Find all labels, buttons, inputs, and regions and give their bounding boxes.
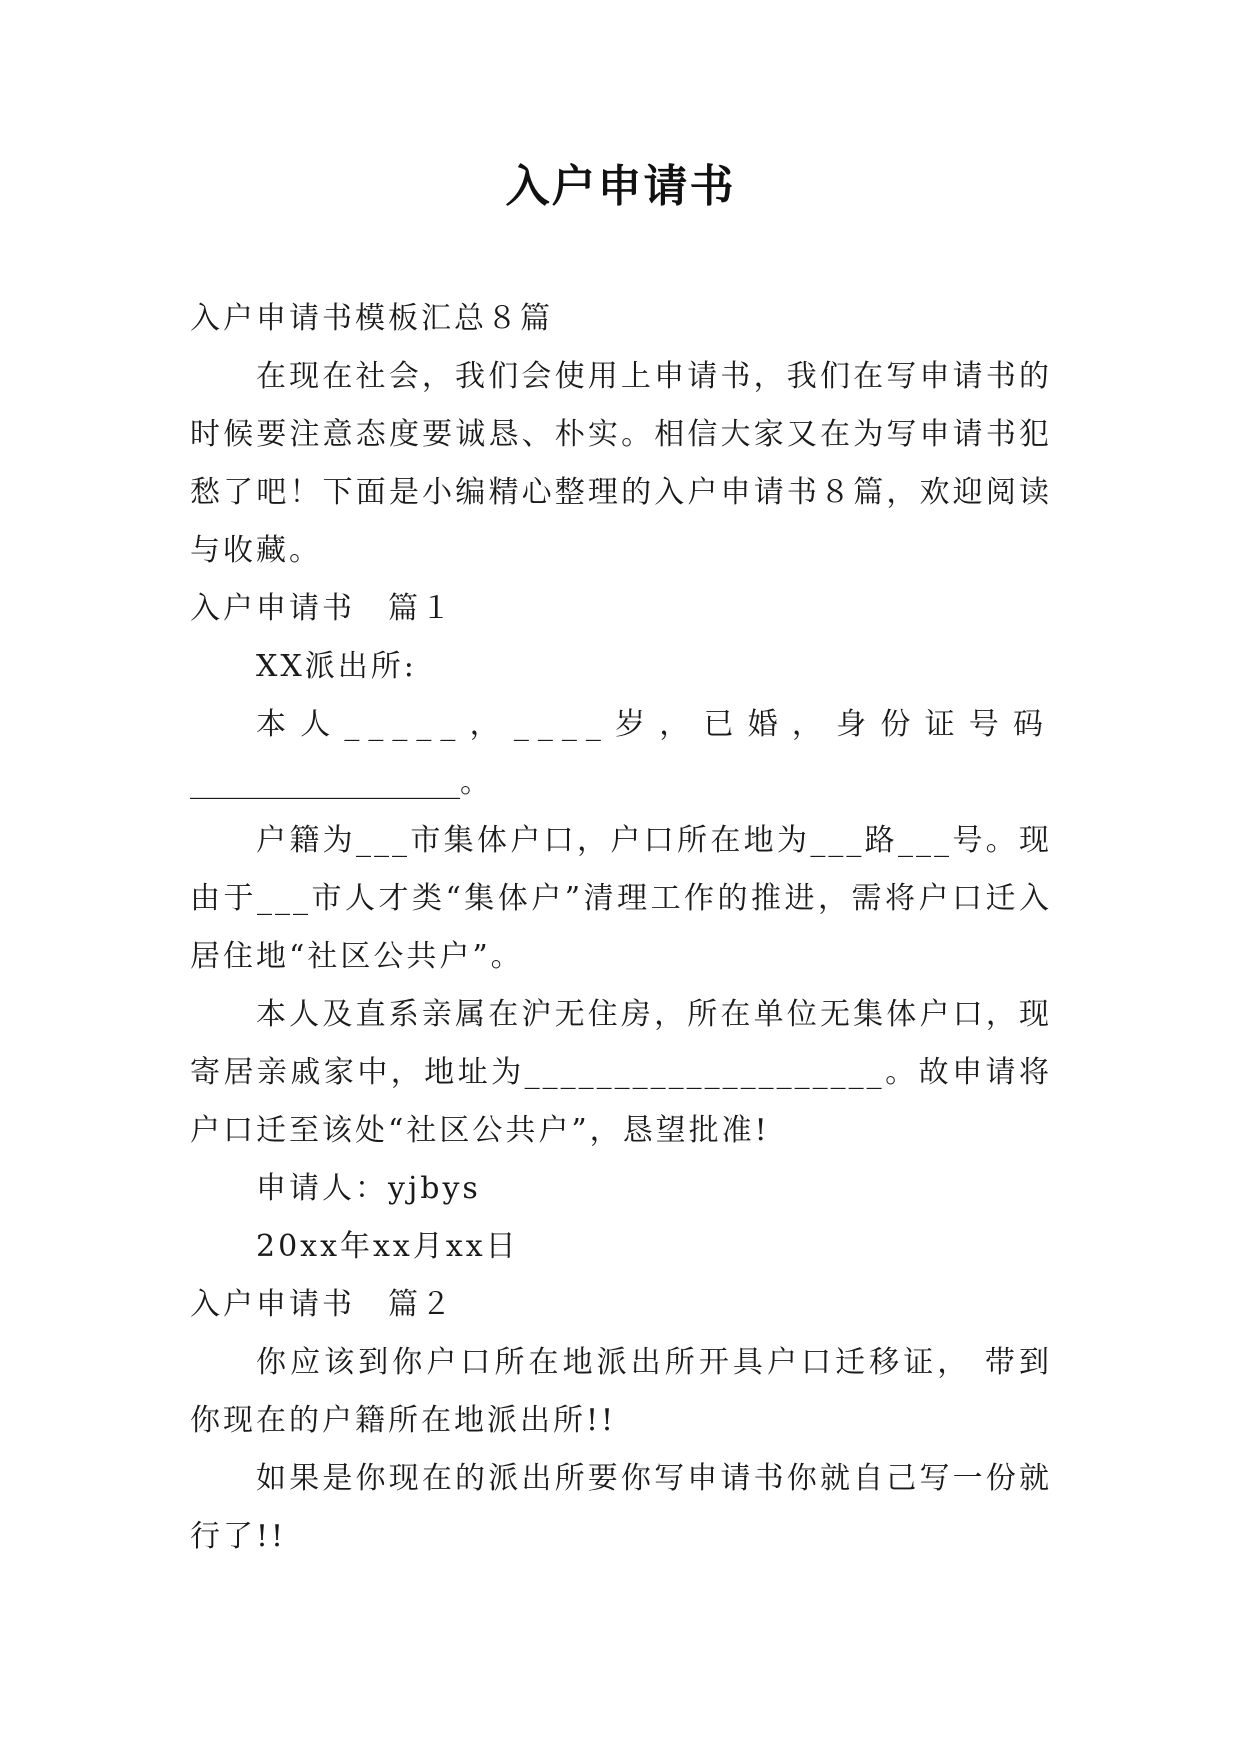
addressee: XX派出所: [256, 649, 417, 684]
advice-paragraph: 如果是你现在的派出所要你写申请书你就自己写一份就行了!! [190, 1461, 1052, 1554]
household-paragraph: 户籍为___市集体户口，户口所在地为___路___号。现由于___市人才类“集体户”清理工作的推进，需将户口迁入居住地“社区公共户”。 [190, 823, 1052, 974]
document-subtitle: 入户申请书模板汇总８篇 [190, 301, 553, 336]
intro-paragraph: 在现在社会，我们会使用上申请书，我们在写申请书的时候要注意态度要诚恳、朴实。相信大家又在为写申请书犯愁了吧！下面是小编精心整理的入户申请书８篇，欢迎阅读与收藏。 [190, 359, 1052, 568]
applicant-info-line: 本人_____，____岁，已婚，身份证号码 [256, 707, 1052, 742]
applicant-signature: 申请人：yjbys [256, 1171, 481, 1206]
section-heading: 入户申请书 篇２ [190, 1287, 454, 1322]
advice-paragraph: 你应该到你户口所在地派出所开具户口迁移证， 带到你现在的户籍所在地派出所!! [190, 1345, 1052, 1438]
document-title: 入户申请书 [505, 161, 736, 212]
document-body [190, 290, 1052, 1566]
id-number-blank: __________________。 [190, 765, 490, 800]
application-date: 20xx年xx月xx日 [256, 1229, 519, 1264]
section-heading: 入户申请书 篇１ [190, 591, 454, 626]
relatives-paragraph: 本人及直系亲属在沪无住房，所在单位无集体户口，现寄居亲戚家中，地址为____________________。故申请将户口迁至该处“社区公共户”，恳望批准! [190, 997, 1052, 1148]
